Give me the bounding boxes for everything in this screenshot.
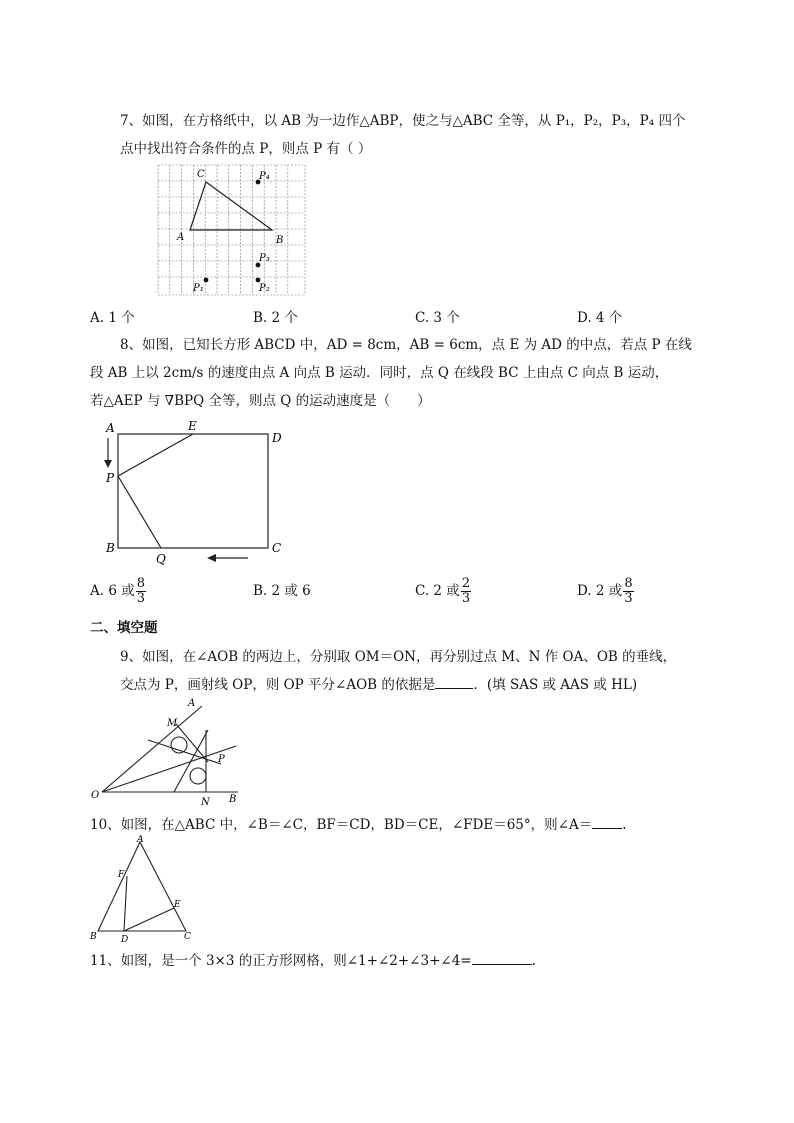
label-o: O <box>91 790 100 801</box>
label-b: B <box>106 541 115 555</box>
q11-answer-blank[interactable] <box>472 952 532 965</box>
q9-answer-blank[interactable] <box>435 676 473 689</box>
label-p4: P₄ <box>259 171 270 182</box>
label-f: F <box>118 870 125 880</box>
triangle-abc <box>98 842 186 931</box>
label-p2: P₂ <box>259 283 270 294</box>
label-d: D <box>121 935 129 945</box>
q10-answer-blank[interactable] <box>592 816 622 829</box>
label-e: E <box>174 900 181 910</box>
q11-stem: 11、如图，是一个 3×3 的正方形网格，则∠1+∠2+∠3+∠4= . <box>90 953 536 969</box>
q7-option-b[interactable]: B. 2 个 <box>253 310 298 326</box>
segment-pq <box>118 476 161 548</box>
label-d: D <box>272 431 282 445</box>
label-c: C <box>184 932 191 942</box>
triangle-abc <box>190 182 272 230</box>
q8-option-d[interactable]: D. 2 或 $\frac{8}{3}$ <box>577 576 633 606</box>
q7-stem-line1: 7、如图，在方格纸中，以 AB 为一边作△ABP，使之与△ABC 全等，从 P₁，P₂，P₃，P₄ 四个 <box>120 113 686 129</box>
point-p1 <box>204 278 209 283</box>
segment-pe <box>118 434 193 476</box>
polyline-fde <box>124 876 174 931</box>
rectangle-abcd <box>118 434 268 548</box>
q8-option-c[interactable]: C. 2 或 $\frac{2}{3}$ <box>415 576 471 606</box>
coin-circle-lower <box>190 768 206 784</box>
q9-angle-figure <box>88 698 248 808</box>
q8-rectangle-figure <box>98 418 293 568</box>
label-a: A <box>106 421 115 435</box>
label-p: P <box>218 754 225 765</box>
q7-option-d[interactable]: D. 4 个 <box>577 310 623 326</box>
label-p3: P₃ <box>259 253 270 264</box>
q7-stem-line2: 点中找出符合条件的点 P，则点 P 有（ ） <box>120 141 372 157</box>
q8-stem-line2: 段 AB 上以 2cm/s 的速度由点 A 向点 B 运动．同时，点 Q 在线段 BC 上由点 C 向点 B 运动， <box>90 365 669 381</box>
q9-stem-line1: 9、如图，在∠AOB 的两边上，分别取 OM＝ON，再分别过点 M、N 作 OA、OB 的垂线， <box>120 649 677 665</box>
section-title-fill-in: 二、填空题 <box>90 620 158 636</box>
q8-stem-line3: 若△AEP 与 ∇BPQ 全等，则点 Q 的运动速度是（ ） <box>90 393 431 409</box>
label-p: P <box>106 471 115 485</box>
label-a: A <box>177 232 185 243</box>
q7-option-a[interactable]: A. 1 个 <box>90 310 135 326</box>
label-c: C <box>197 169 205 180</box>
label-n: N <box>201 797 210 808</box>
ray-oa <box>102 706 202 792</box>
label-m: M <box>167 718 178 729</box>
label-e: E <box>188 419 197 433</box>
q7-grid-figure <box>158 165 306 297</box>
q10-stem: 10、如图，在△ABC 中，∠B＝∠C，BF＝CD，BD＝CE，∠FDE＝65°，则∠A＝ . <box>90 817 627 833</box>
point-p2 <box>256 278 261 283</box>
label-b: B <box>90 932 97 942</box>
q7-option-c[interactable]: C. 3 个 <box>415 310 460 326</box>
label-b: B <box>276 235 284 246</box>
label-c: C <box>272 541 282 555</box>
label-p1: P₁ <box>193 283 204 294</box>
q9-stem-line2: 交点为 P，画射线 OP，则 OP 平分∠AOB 的依据是 ．(填 SAS 或 AAS 或 HL) <box>120 677 638 693</box>
q8-option-a[interactable]: A. 6 或 $\frac{8}{3}$ <box>90 576 145 606</box>
label-a: A <box>137 835 144 845</box>
label-q: Q <box>156 552 166 566</box>
label-a: A <box>188 698 196 709</box>
q10-triangle-figure <box>88 836 198 944</box>
q8-stem-line1: 8、如图，已知长方形 ABCD 中，AD = 8cm，AB = 6cm，点 E 为 AD 的中点，若点 P 在线 <box>120 337 692 353</box>
q8-option-b[interactable]: B. 2 或 6 <box>253 583 311 599</box>
label-b: B <box>229 794 237 805</box>
ray-op <box>102 746 236 792</box>
